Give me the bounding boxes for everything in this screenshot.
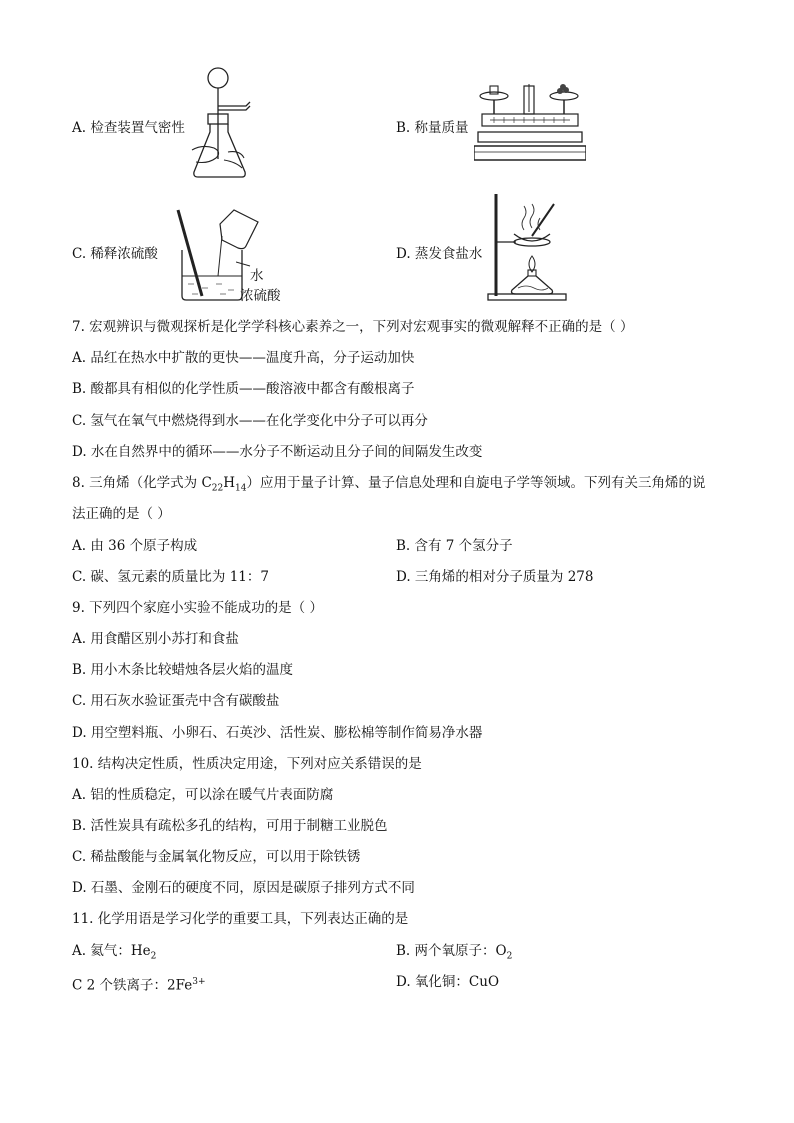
q10-option-c: C. 稀盐酸能与金属氧化物反应，可以用于除铁锈 — [72, 849, 361, 865]
q7-option-d: D. 水在自然界中的循环——水分子不断运动且分子间的间隔发生改变 — [72, 444, 483, 460]
q9-option-d: D. 用空塑料瓶、小卵石、石英沙、活性炭、膨松棉等制作简易净水器 — [72, 725, 483, 741]
evaporation-illustration — [486, 190, 570, 302]
q7-stem: 7. 宏观辨识与微观探析是化学学科核心素养之一，下列对宏观事实的微观解释不正确的是（ ） — [72, 319, 634, 335]
q9-option-b: B. 用小木条比较蜡烛各层火焰的温度 — [72, 662, 294, 678]
q11-option-a — [72, 942, 156, 966]
q11-option-c — [72, 973, 206, 995]
balance-scale-illustration — [474, 82, 586, 166]
q8-hydrogen-subscript: 14 — [235, 483, 247, 494]
q8-carbon-subscript: 22 — [211, 483, 224, 494]
q8-stem-part2: H — [223, 475, 236, 491]
q6-option-d-label: D. 蒸发食盐水 — [396, 246, 483, 262]
q9-option-a: A. 用食醋区别小苏打和食盐 — [72, 631, 239, 647]
q6-option-a-label: A. 检查装置气密性 — [72, 120, 185, 136]
acid-label: 浓硫酸 — [240, 288, 281, 304]
q7-option-c: C. 氢气在氧气中燃烧得到水——在化学变化中分子可以再分 — [72, 413, 428, 429]
water-label: 水 — [250, 268, 264, 284]
q8-option-a: A. 由 36 个原子构成 — [72, 538, 198, 554]
q11-option-b-text: B. 两个氧原子：O — [396, 943, 507, 959]
q8-stem-line2: 法正确的是（ ） — [72, 506, 171, 522]
q7-option-a: A. 品红在热水中扩散的更快——温度升高，分子运动加快 — [72, 350, 415, 366]
q9-option-c: C. 用石灰水验证蛋壳中含有碳酸盐 — [72, 693, 280, 709]
q8-stem — [72, 474, 705, 498]
q6-option-b-label: B. 称量质量 — [396, 120, 469, 136]
q8-option-d: D. 三角烯的相对分子质量为 278 — [396, 569, 594, 585]
q8-option-b: B. 含有 7 个氢分子 — [396, 538, 513, 554]
q11-option-b-subscript: 2 — [506, 951, 513, 962]
q7-option-b: B. 酸都具有相似的化学性质——酸溶液中都含有酸根离子 — [72, 381, 415, 397]
q8-stem-part1: 8. 三角烯（化学式为 C — [72, 475, 212, 491]
q11-option-c-text: C 2 个铁离子：2Fe — [72, 977, 193, 994]
q11-option-a-subscript: 2 — [150, 951, 157, 962]
water-label-pointer — [236, 260, 252, 268]
q9-stem: 9. 下列四个家庭小实验不能成功的是（ ） — [72, 600, 323, 616]
q11-stem: 11. 化学用语是学习化学的重要工具，下列表达正确的是 — [72, 911, 409, 927]
q8-option-c: C. 碳、氢元素的质量比为 11：7 — [72, 569, 269, 585]
q10-option-a: A. 铝的性质稳定，可以涂在暖气片表面防腐 — [72, 787, 334, 803]
q11-option-d: D. 氧化铜：CuO — [396, 974, 500, 990]
q10-option-d: D. 石墨、金刚石的硬度不同，原因是碳原子排列方式不同 — [72, 880, 415, 896]
airtightness-apparatus-illustration — [188, 64, 258, 184]
q11-option-c-superscript: 3+ — [192, 977, 206, 987]
q8-stem-part3: ）应用于量子计算、量子信息处理和自旋电子学等领域。下列有关三角烯的说 — [246, 475, 706, 491]
q10-option-b: B. 活性炭具有疏松多孔的结构，可用于制糖工业脱色 — [72, 818, 388, 834]
q6-option-c-label: C. 稀释浓硫酸 — [72, 246, 158, 262]
q11-option-b — [396, 942, 512, 966]
q10-stem: 10. 结构决定性质，性质决定用途，下列对应关系错误的是 — [72, 756, 422, 772]
q11-option-a-text: A. 氦气：He — [72, 943, 151, 959]
